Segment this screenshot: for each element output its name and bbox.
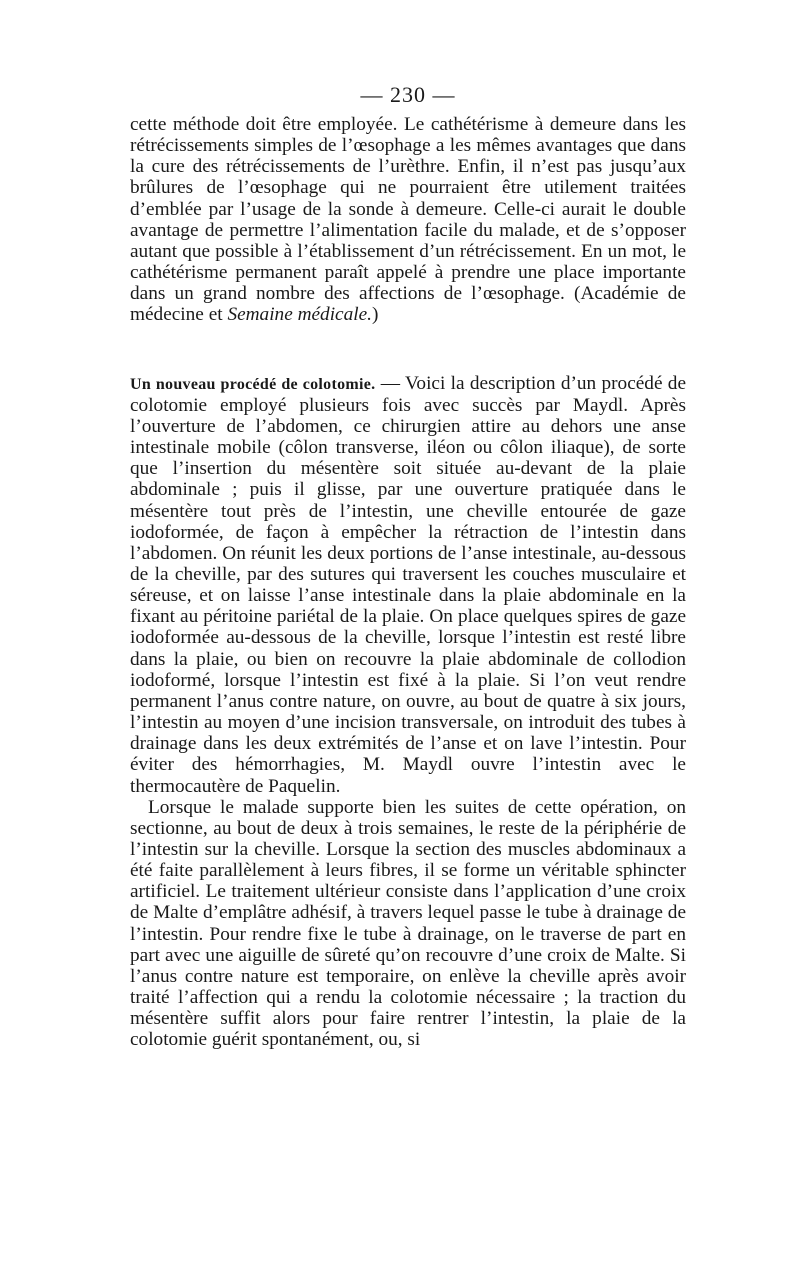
book-page — [130, 82, 686, 1051]
paragraph-text: Lorsque le malade supporte bien les suites de cette opération, on sectionne, au bout de deux à trois semaines, le reste de la périphérie de l’intestin sur la cheville. Lorsque la section des muscles abdominaux a été faite parallèlement à leurs fibres, il se forme un véritable sphincter artificiel. Le traitement ultérieur consiste dans l’application d’une croix de Malte d’emplâtre adhésif, à travers lequel passe le tube à drainage de l’intestin. Pour rendre fixe le tube à drainage, on le traverse de part en part avec une aiguille de sûreté qu’on recouvre d’une croix de Malte. Si l’anus contre nature est temporaire, on enlève la cheville après avoir traité l’affection qui a rendu la colotomie nécessaire ; la traction du mésentère suffit alors pour faire rentrer l’intestin, la plaie de la colotomie guérit spontanément, ou, si — [130, 796, 686, 1051]
paragraph-text: — Voici la description d’un procédé de colotomie employé plusieurs fois avec succès par Maydl. Après l’ouverture de l’abdomen, ce chirurgien attire au dehors une anse intestinale mobile (côlon transverse, iléon ou côlon iliaque), de sorte que l’insertion du mésentère soit située au-devant de la plaie abdominale ; puis il glisse, par une ouverture pratiquée dans le mésentère tout près de l’intestin, une cheville entourée de gaze iodoformée, de façon à empêcher la rétraction de l’intestin dans l’abdomen. On réunit les deux portions de l’anse intestinale, au-dessous de la cheville, par des sutures qui traversent les couches musculaire et séreuse, et on laisse l’anse intestinale dans la plaie abdominale en la fixant au péritoine pariétal de la plaie. On place quelques spires de gaze iodoformée au-dessous de la cheville, lorsque l’intestin est resté libre dans la plaie, ou bien on recouvre la plaie abdominale de collodion iodoformé, lorsque l’intestin est fixé à la plaie. Si l’on veut rendre permanent l’anus contre nature, on ouvre, au bout de quatre à six jours, l’intestin au moyen d’une incision transversale, on introduit des tubes à drainage dans les deux extrémités de l’anse et on lave l’intestin. Pour éviter des hémorrhagies, M. Maydl ouvre l’intestin avec le thermocautère de Paquelin. — [130, 372, 687, 797]
paragraph-text: cette méthode doit être employée. Le cathétérisme à demeure dans les rétrécissements simples de l’œsophage a les mêmes avantages que dans la cure des rétrécissements de l’urèthre. Enfin, il n’est pas jusqu’aux brûlures de l’œsophage qui ne pourraient être utilement traitées d’emblée par l’usage de la sonde à demeure. Celle-ci aurait le double avantage de permettre l’alimentation facile du malade, et de s’opposer autant que possible à l’établissement d’un rétrécissement. En un mot, le cathétérisme permanent paraît appelé à prendre une place importante dans un grand nombre des affections de l’œsophage. (Académie de médecine et — [130, 114, 686, 326]
paragraph-colotomy-continued — [130, 797, 686, 1051]
paragraph-colotomy — [130, 373, 686, 797]
paragraph-esophagus-catheterism — [130, 114, 686, 326]
page-number: — 230 — — [360, 82, 456, 107]
section-heading: Un nouveau procédé de colotomie. — [130, 375, 376, 393]
paragraph-text-end: ) — [372, 304, 379, 326]
journal-title-italic: Semaine médicale. — [227, 304, 372, 326]
